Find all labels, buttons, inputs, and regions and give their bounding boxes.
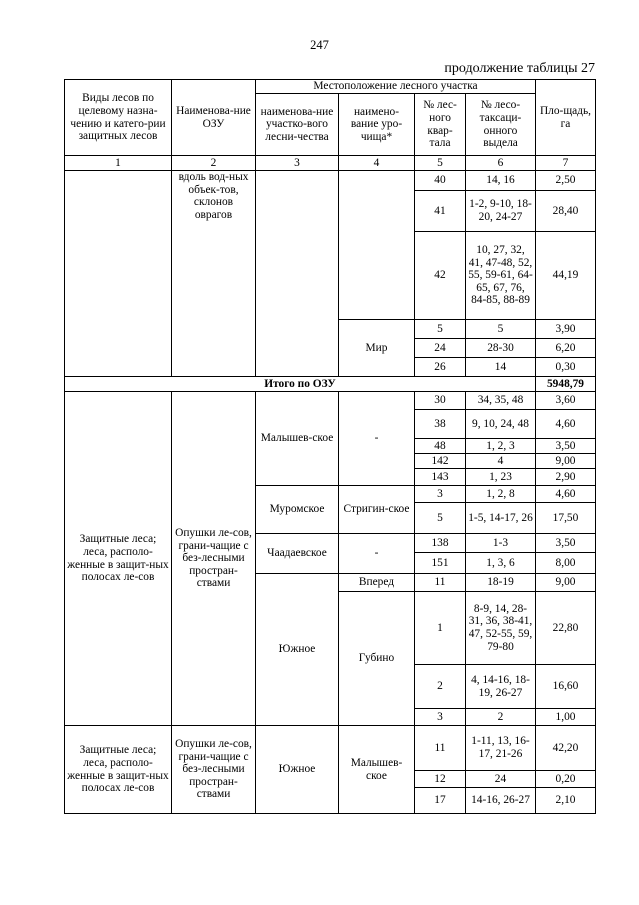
quarter-cell: 12	[415, 771, 466, 788]
area-cell: 17,50	[536, 503, 596, 534]
forestry-cell: Малышев-ское	[256, 392, 339, 486]
tract-cell: Губино	[339, 592, 415, 726]
area-cell: 16,60	[536, 665, 596, 709]
area-cell: 28,40	[536, 191, 596, 232]
table-continuation-caption: продолжение таблицы 27	[444, 61, 595, 76]
area-cell: 3,50	[536, 534, 596, 553]
forestry-cell: Чаадаевское	[256, 534, 339, 574]
quarter-cell: 5	[415, 503, 466, 534]
subcompartment-cell: 8-9, 14, 28-31, 36, 38-41, 47, 52-55, 59, 79-80	[466, 592, 536, 665]
area-cell: 44,19	[536, 232, 596, 320]
tract-cell: -	[339, 392, 415, 486]
subcompartment-cell: 10, 27, 32, 41, 47-48, 52, 55, 59-61, 64-65, 67, 76, 84-85, 88-89	[466, 232, 536, 320]
subcompartment-cell: 2	[466, 709, 536, 726]
subcompartment-cell: 9, 10, 24, 48	[466, 410, 536, 439]
quarter-cell: 40	[415, 171, 466, 191]
tract-cell	[339, 171, 415, 320]
header-tract: наимено-вание уро-чища*	[339, 94, 415, 156]
forest-type-cell: Защитные леса; леса, располо-женные в защит-ных полосах ле-сов	[65, 392, 172, 726]
subcompartment-cell: 1, 3, 6	[466, 553, 536, 574]
quarter-cell: 11	[415, 726, 466, 771]
quarter-cell: 138	[415, 534, 466, 553]
area-cell: 2,10	[536, 788, 596, 814]
tract-cell: -	[339, 534, 415, 574]
ozu-name-cell: Опушки ле-сов, грани-чащие с без-лесными простран-ствами	[172, 726, 256, 814]
forest-type-cell	[65, 171, 172, 377]
quarter-cell: 48	[415, 439, 466, 454]
quarter-cell: 11	[415, 574, 466, 592]
quarter-cell: 3	[415, 709, 466, 726]
quarter-cell: 142	[415, 454, 466, 469]
subcompartment-cell: 1-3	[466, 534, 536, 553]
header-forestry: наименова-ние участко-вого лесни-чества	[256, 94, 339, 156]
header-location-group: Местоположение лесного участка	[256, 80, 536, 94]
quarter-cell: 2	[415, 665, 466, 709]
forestry-cell	[256, 171, 339, 377]
subcompartment-cell: 14	[466, 358, 536, 377]
subcompartment-cell: 1, 2, 3	[466, 439, 536, 454]
table-row	[65, 171, 596, 191]
area-cell: 3,60	[536, 392, 596, 410]
quarter-cell: 38	[415, 410, 466, 439]
subcompartment-cell: 34, 35, 48	[466, 392, 536, 410]
page-number: 247	[310, 38, 329, 52]
quarter-cell: 24	[415, 339, 466, 358]
tract-cell: Мир	[339, 320, 415, 377]
col-number: 6	[466, 156, 536, 171]
header-quarter: № лес-ного квар-тала	[415, 94, 466, 156]
area-cell: 0,20	[536, 771, 596, 788]
subcompartment-cell: 24	[466, 771, 536, 788]
quarter-cell: 1	[415, 592, 466, 665]
subcompartment-cell: 4	[466, 454, 536, 469]
quarter-cell: 17	[415, 788, 466, 814]
header-forest-type: Виды лесов по целевому назна-чению и катего-рии защитных лесов	[65, 80, 172, 156]
area-cell: 3,50	[536, 439, 596, 454]
quarter-cell: 41	[415, 191, 466, 232]
area-cell: 0,30	[536, 358, 596, 377]
area-cell: 3,90	[536, 320, 596, 339]
col-number: 2	[172, 156, 256, 171]
subcompartment-cell: 1-11, 13, 16-17, 21-26	[466, 726, 536, 771]
total-value: 5948,79	[536, 377, 596, 392]
subcompartment-cell: 5	[466, 320, 536, 339]
col-number: 1	[65, 156, 172, 171]
subcompartment-cell: 1, 2, 8	[466, 486, 536, 503]
area-cell: 22,80	[536, 592, 596, 665]
tract-cell: Стригин-ское	[339, 486, 415, 534]
quarter-cell: 26	[415, 358, 466, 377]
subcompartment-cell: 18-19	[466, 574, 536, 592]
total-label: Итого по ОЗУ	[65, 377, 536, 392]
col-number: 7	[536, 156, 596, 171]
col-number: 5	[415, 156, 466, 171]
subcompartment-cell: 4, 14-16, 18-19, 26-27	[466, 665, 536, 709]
area-cell: 4,60	[536, 410, 596, 439]
quarter-cell: 30	[415, 392, 466, 410]
subcompartment-cell: 28-30	[466, 339, 536, 358]
tract-cell: Вперед	[339, 574, 415, 592]
area-cell: 2,50	[536, 171, 596, 191]
ozu-name-cell: Опушки ле-сов, грани-чащие с без-лесными простран-ствами	[172, 392, 256, 726]
quarter-cell: 42	[415, 232, 466, 320]
header-area: Пло-щадь, га	[536, 80, 596, 156]
area-cell: 42,20	[536, 726, 596, 771]
forestry-cell: Муромское	[256, 486, 339, 534]
subcompartment-cell: 1, 23	[466, 469, 536, 486]
ozu-name-cell: вдоль вод-ных объек-тов, склонов оврагов	[172, 171, 256, 377]
area-cell: 4,60	[536, 486, 596, 503]
area-cell: 9,00	[536, 454, 596, 469]
forest-table	[64, 79, 596, 814]
col-number: 4	[339, 156, 415, 171]
header-ozu-name: Наименова-ние ОЗУ	[172, 80, 256, 156]
header-subcompartment: № лесо-таксаци-онного выдела	[466, 94, 536, 156]
col-number: 3	[256, 156, 339, 171]
subcompartment-cell: 1-2, 9-10, 18-20, 24-27	[466, 191, 536, 232]
area-cell: 1,00	[536, 709, 596, 726]
quarter-cell: 143	[415, 469, 466, 486]
subcompartment-cell: 1-5, 14-17, 26	[466, 503, 536, 534]
table-row	[65, 392, 596, 410]
quarter-cell: 3	[415, 486, 466, 503]
tract-cell: Малышев-ское	[339, 726, 415, 814]
quarter-cell: 151	[415, 553, 466, 574]
subcompartment-cell: 14-16, 26-27	[466, 788, 536, 814]
quarter-cell: 5	[415, 320, 466, 339]
area-cell: 8,00	[536, 553, 596, 574]
total-row	[65, 377, 596, 392]
area-cell: 6,20	[536, 339, 596, 358]
forestry-cell: Южное	[256, 574, 339, 726]
area-cell: 2,90	[536, 469, 596, 486]
table-row	[65, 726, 596, 771]
forestry-cell: Южное	[256, 726, 339, 814]
subcompartment-cell: 14, 16	[466, 171, 536, 191]
forest-type-cell: Защитные леса; леса, располо-женные в защит-ных полосах ле-сов	[65, 726, 172, 814]
area-cell: 9,00	[536, 574, 596, 592]
